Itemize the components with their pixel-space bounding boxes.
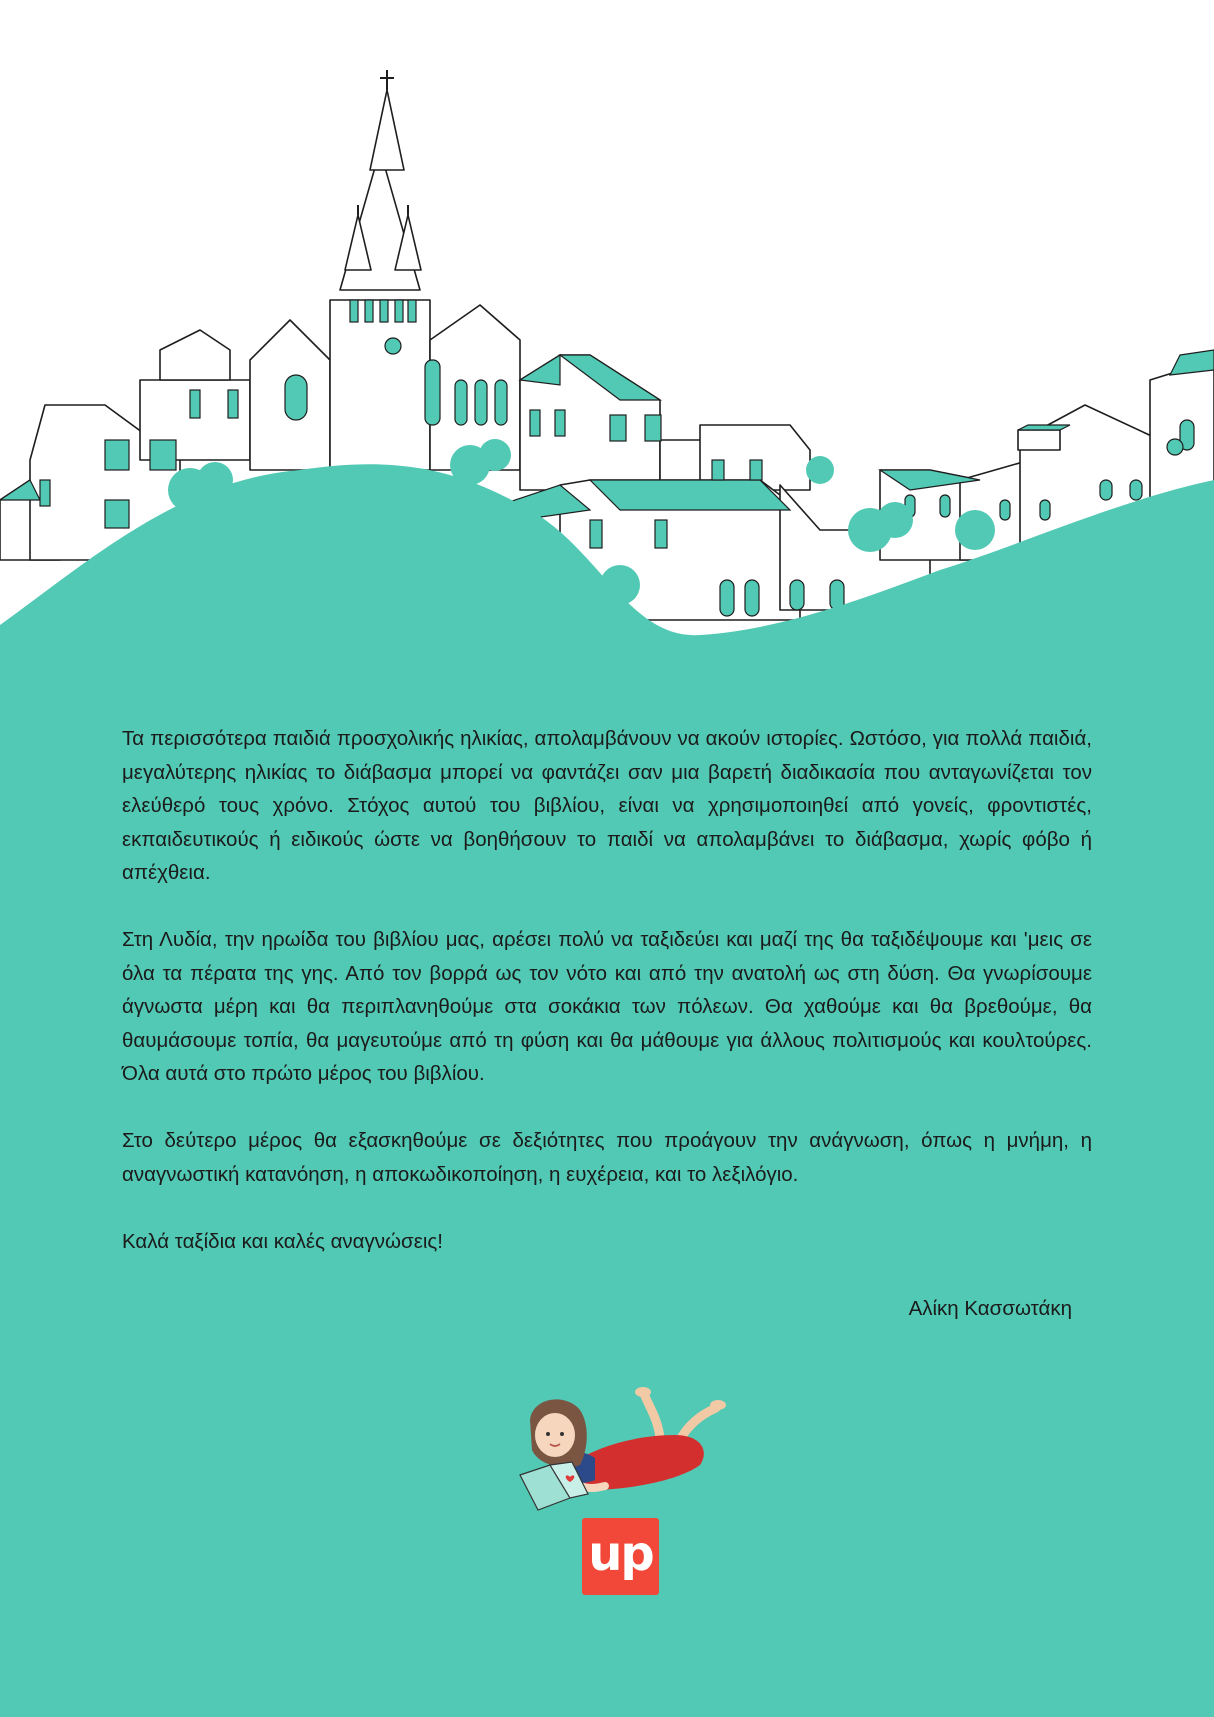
intro-text-block (122, 722, 1092, 1325)
closing-line: Καλά ταξίδια και καλές αναγνώσεις! (122, 1229, 443, 1253)
intro-paragraph: Στο δεύτερο μέρος θα εξασκηθούμε σε δεξιότητες που προάγουν την ανάγνωση, όπως η μνήμη, η αναγνωστική κατανόηση, η αποκωδικοποίηση, η ευχέρεια, και το λεξιλόγιο. (122, 1129, 1092, 1186)
intro-paragraph: Τα περισσότερα παιδιά προσχολικής ηλικίας, απολαμβάνουν να ακούν ιστορίες. Ωστόσο, για πολλά παιδιά, μεγαλύτερης ηλικίας το διάβασμα μπορεί να φαντάζει σαν μια βαρετή διαδικασία που ανταγωνίζεται τον ελεύθερό τους χρόνο. Στόχος αυτού του βιβλίου, είναι να χρησιμοποιηθεί από γονείς, φροντιστές, εκπαιδευτικούς ή ειδικούς ώστε να βοηθήσουν το παιδί να απολαμβάνει το διάβασμα, χωρίς φόβο ή απέχθεια. (122, 727, 1092, 884)
intro-paragraph: Στη Λυδία, την ηρωίδα του βιβλίου μας, αρέσει πολύ να ταξιδεύει και μαζί της θα ταξιδέψουμε και 'μεις σε όλα τα πέρατα της γης. Από τον βορρά ως τον νότο και από την ανατολή ως στη δύση. Θα γνωρίσουμε άγνωστα μέρη και θα περιπλανηθούμε στα σοκάκια των πόλεων. Θα χαθούμε και θα βρεθούμε, θα θαυμάσουμε τοπία, θα μαγευτούμε από τη φύση και θα μάθουμε για άλλους πολιτισμούς και κουλτούρες. Όλα αυτά στο πρώτο μέρος του βιβλίου. (122, 928, 1092, 1085)
author-signature: Αλίκη Κασσωτάκη (908, 1296, 1072, 1320)
town-skyline-illustration (0, 0, 1214, 700)
publisher-logo: up (582, 1518, 659, 1595)
girl-reading-illustration (510, 1380, 730, 1515)
